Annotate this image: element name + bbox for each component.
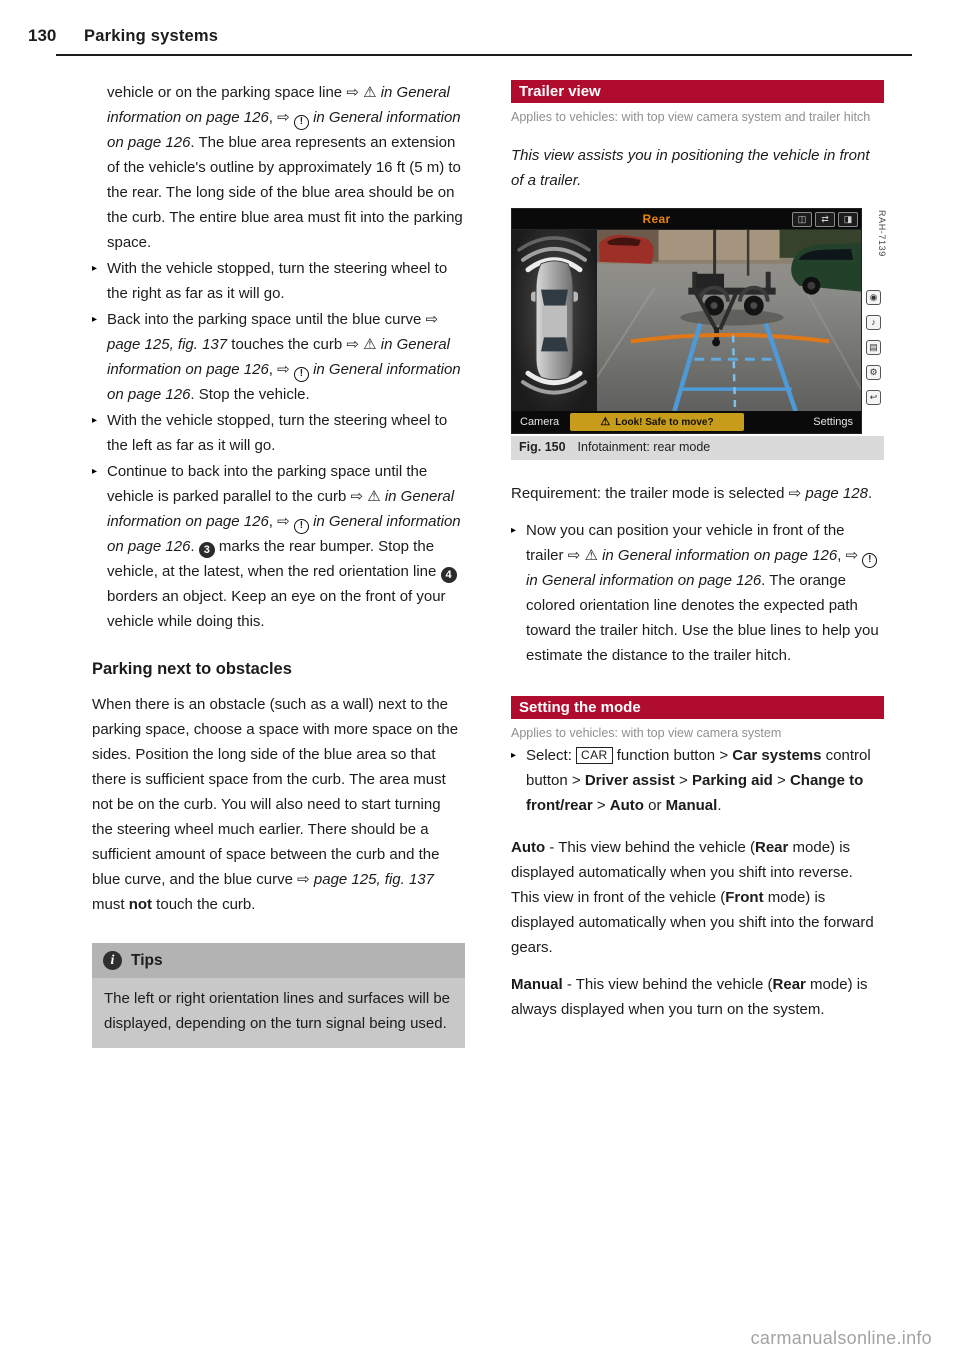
settings-icon: ⚙ bbox=[866, 365, 881, 380]
page-header bbox=[0, 0, 960, 56]
applies-note: Applies to vehicles: with top view camera system and trailer hitch bbox=[511, 110, 871, 124]
list-item: ▸ Select: CAR function button > Car systems control button > Driver assist > Parking aid > Change to front/rear > Auto or Manual. bbox=[511, 743, 884, 818]
tips-box bbox=[92, 943, 465, 1048]
swap-view-icon: ⇄ bbox=[815, 212, 835, 227]
list-item: ▸ With the vehicle stopped, turn the steering wheel to the right as far as it will go. bbox=[92, 256, 465, 306]
continuation-paragraph: vehicle or on the parking space line ⇨ ⚠ in General information on page 126, ⇨ ! in General information on page 126. The blue area represents an extension of the vehicle's outline by approximately 16 ft (5 m) to the rear. The long side of the blue area should be on the curb. The entire blue area must fit into the parking space. bbox=[107, 84, 463, 251]
back-icon: ↩ bbox=[866, 390, 881, 405]
header-rule bbox=[56, 54, 912, 56]
vehicle-topview-panel bbox=[512, 230, 597, 411]
warning-text: Look! Safe to move? bbox=[615, 416, 714, 428]
chapter-title: Parking systems bbox=[84, 27, 219, 45]
figure-side-strip bbox=[864, 208, 887, 434]
tips-title: Tips bbox=[131, 952, 163, 969]
car-topview-graphic bbox=[512, 230, 597, 411]
screen-top-bar bbox=[512, 209, 861, 230]
list-icon: ▤ bbox=[866, 340, 881, 355]
auto-mode-paragraph: Auto - This view behind the vehicle (Rear mode) is displayed automatically when you shift into reverse. This view in front of the vehicle (Front mode) is displayed automatically when you shift into the forward gears. bbox=[511, 839, 874, 956]
left-column bbox=[92, 80, 465, 1048]
camera-scene-graphic bbox=[597, 230, 861, 411]
watermark: carmanualsonline.info bbox=[750, 1328, 932, 1348]
screen-top-buttons bbox=[792, 212, 858, 227]
obstacles-paragraph: When there is an obstacle (such as a wall) next to the parking space, choose a space with more space on the sides. Position the long side of the blue area so that there is sufficient space from the curb. The area must not be on the curb. You will also need to start turning the steering wheel much earlier. There should be a sufficient amount of space between the curb and the blue curve, and the blue curve ⇨ page 125, fig. 137 must not touch the curb. bbox=[92, 696, 459, 913]
settings-button: Settings bbox=[813, 416, 853, 428]
tips-body: The left or right orientation lines and surfaces will be displayed, depending on the turn signal being used. bbox=[92, 978, 465, 1048]
camera-button: Camera bbox=[520, 416, 560, 428]
right-column bbox=[511, 80, 887, 1048]
figure-caption-text: Infotainment: rear mode bbox=[577, 440, 711, 454]
applies-note: Applies to vehicles: with top view camera system bbox=[511, 726, 782, 740]
softkey-column bbox=[866, 290, 881, 405]
list-item: ▸ Continue to back into the parking space until the vehicle is parked parallel to the curb ⇨ ⚠ in General information on page 126, ⇨ ! in General information on page 126. 3 marks the rear bumper. Stop the vehicle, at the latest, when the red orientation line 4 borders an object. Keep an eye on the front of your vehicle while doing this. bbox=[92, 459, 465, 634]
content-columns bbox=[92, 80, 960, 1048]
figure-150 bbox=[511, 208, 887, 434]
list-item: ▸ Back into the parking space until the blue curve ⇨ page 125, fig. 137 touches the curb ⇨ ⚠ in General information on page 126, ⇨ ! in General information on page 126. Stop the vehicle. bbox=[92, 307, 465, 407]
page-number: 130 bbox=[28, 26, 57, 45]
screen-off-icon: ◨ bbox=[838, 212, 858, 227]
info-icon: i bbox=[103, 951, 122, 970]
rear-camera-view bbox=[597, 230, 861, 411]
figure-caption bbox=[511, 436, 884, 460]
safety-warning-banner bbox=[570, 413, 744, 431]
list-item: ▸ Now you can position your vehicle in front of the trailer ⇨ ⚠ in General information on page 126, ⇨ ! in General information on page 126. The orange colored orientation line denotes the expected path toward the trailer hitch. Use the blue lines to help you estimate the distance to the trailer hitch. bbox=[511, 518, 884, 668]
warning-triangle-icon: ⚠ bbox=[600, 415, 611, 428]
split-screen-icon: ◫ bbox=[792, 212, 812, 227]
infotainment-screen bbox=[511, 208, 862, 434]
section-heading-setting-mode: Setting the mode bbox=[511, 696, 884, 719]
screen-mode-title: Rear bbox=[642, 212, 671, 226]
section-heading-obstacles: Parking next to obstacles bbox=[92, 660, 292, 678]
list-item: ▸ With the vehicle stopped, turn the steering wheel to the left as far as it will go. bbox=[92, 408, 465, 458]
tips-header bbox=[92, 943, 465, 978]
screen-main-area bbox=[512, 230, 861, 411]
section-heading-trailer-view: Trailer view bbox=[511, 80, 884, 103]
music-icon: ♪ bbox=[866, 315, 881, 330]
figure-id-label: RAH-7139 bbox=[877, 210, 887, 257]
requirement-paragraph: Requirement: the trailer mode is selected ⇨ page 128. bbox=[511, 485, 873, 502]
trailer-lead-paragraph: This view assists you in positioning the vehicle in front of a trailer. bbox=[511, 147, 870, 189]
screen-bottom-bar bbox=[512, 411, 861, 433]
manual-mode-paragraph: Manual - This view behind the vehicle (Rear mode) is always displayed when you turn on the system. bbox=[511, 976, 868, 1018]
figure-caption-label: Fig. 150 bbox=[519, 440, 566, 454]
disc-icon: ◉ bbox=[866, 290, 881, 305]
